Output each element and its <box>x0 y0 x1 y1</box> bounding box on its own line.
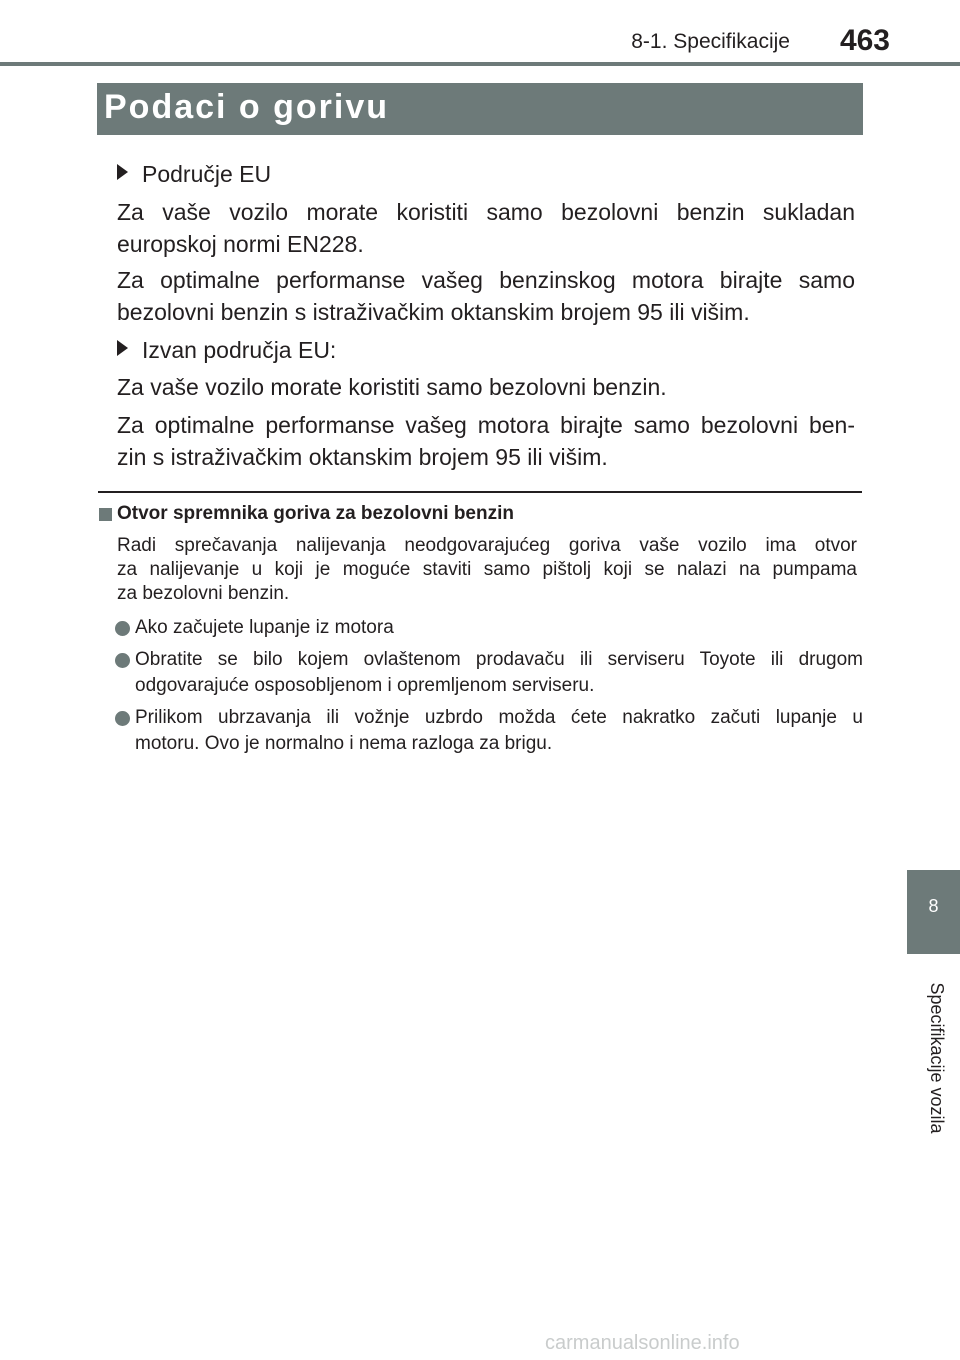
note-bullet-2-line-2: odgovarajuće osposobljenom i opremljenom serviseru. <box>135 675 595 696</box>
noneu-paragraph-2-line-2: zin s istraživačkim oktanskim brojem 95 ili višim. <box>117 444 608 470</box>
page-title: Podaci o gorivu <box>104 88 390 126</box>
eu-paragraph-2-line-2: bezolovni benzin s istraživačkim oktanskim brojem 95 ili višim. <box>117 299 750 325</box>
bullet-noneu <box>117 334 336 366</box>
header-rule <box>0 62 960 66</box>
watermark: carmanualsonline.info <box>545 1332 740 1354</box>
note-bullet-3-line-1: Prilikom ubrzavanja ili vožnje uzbrdo možda ćete nakratko začuti lupanje u <box>135 707 863 728</box>
page-number: 463 <box>839 24 890 57</box>
note-heading: Otvor spremnika goriva za bezolovni benzin <box>117 503 514 524</box>
square-bullet-icon <box>99 508 112 521</box>
note-bullet-3-line-2: motoru. Ovo je normalno i nema razloga za brigu. <box>135 733 553 754</box>
bullet-noneu-label: Izvan područja EU: <box>142 337 337 363</box>
section-divider <box>98 491 862 493</box>
chapter-tab-number: 8 <box>928 896 939 916</box>
header-section: 8-1. Specifikacije <box>631 30 790 53</box>
eu-paragraph-1-line-1: Za vaše vozilo morate koristiti samo bezolovni benzin sukladan <box>117 199 855 225</box>
triangle-bullet-icon <box>117 340 128 356</box>
eu-paragraph-1-line-2: europskoj normi EN228. <box>117 231 364 257</box>
note-line-1: Radi sprečavanja nalijevanja neodgovarajućeg goriva vaše vozilo ima otvor <box>117 535 857 556</box>
note-line-3: za bezolovni benzin. <box>117 583 290 604</box>
round-bullet-icon <box>115 653 130 668</box>
bullet-eu <box>117 158 271 190</box>
round-bullet-icon <box>115 621 130 636</box>
note-bullet-2-line-1: Obratite se bilo kojem ovlaštenom prodavaču ili serviseru Toyote ili drugom <box>135 649 863 670</box>
round-bullet-icon <box>115 711 130 726</box>
noneu-paragraph-2-line-1: Za optimalne performanse vašeg motora birajte samo bezolovni ben- <box>117 412 855 438</box>
note-line-2: za nalijevanje u koji je moguće staviti samo pištolj koji se nalazi na pumpama <box>117 559 857 580</box>
eu-paragraph-2-line-1: Za optimalne performanse vašeg benzinskog motora birajte samo <box>117 267 855 293</box>
triangle-bullet-icon <box>117 164 128 180</box>
chapter-tab-label: Specifikacije vozila <box>927 982 947 1134</box>
note-bullet-1: Ako začujete lupanje iz motora <box>135 617 394 638</box>
noneu-paragraph-1: Za vaše vozilo morate koristiti samo bezolovni benzin. <box>117 374 667 400</box>
bullet-eu-label: Područje EU <box>142 161 272 187</box>
